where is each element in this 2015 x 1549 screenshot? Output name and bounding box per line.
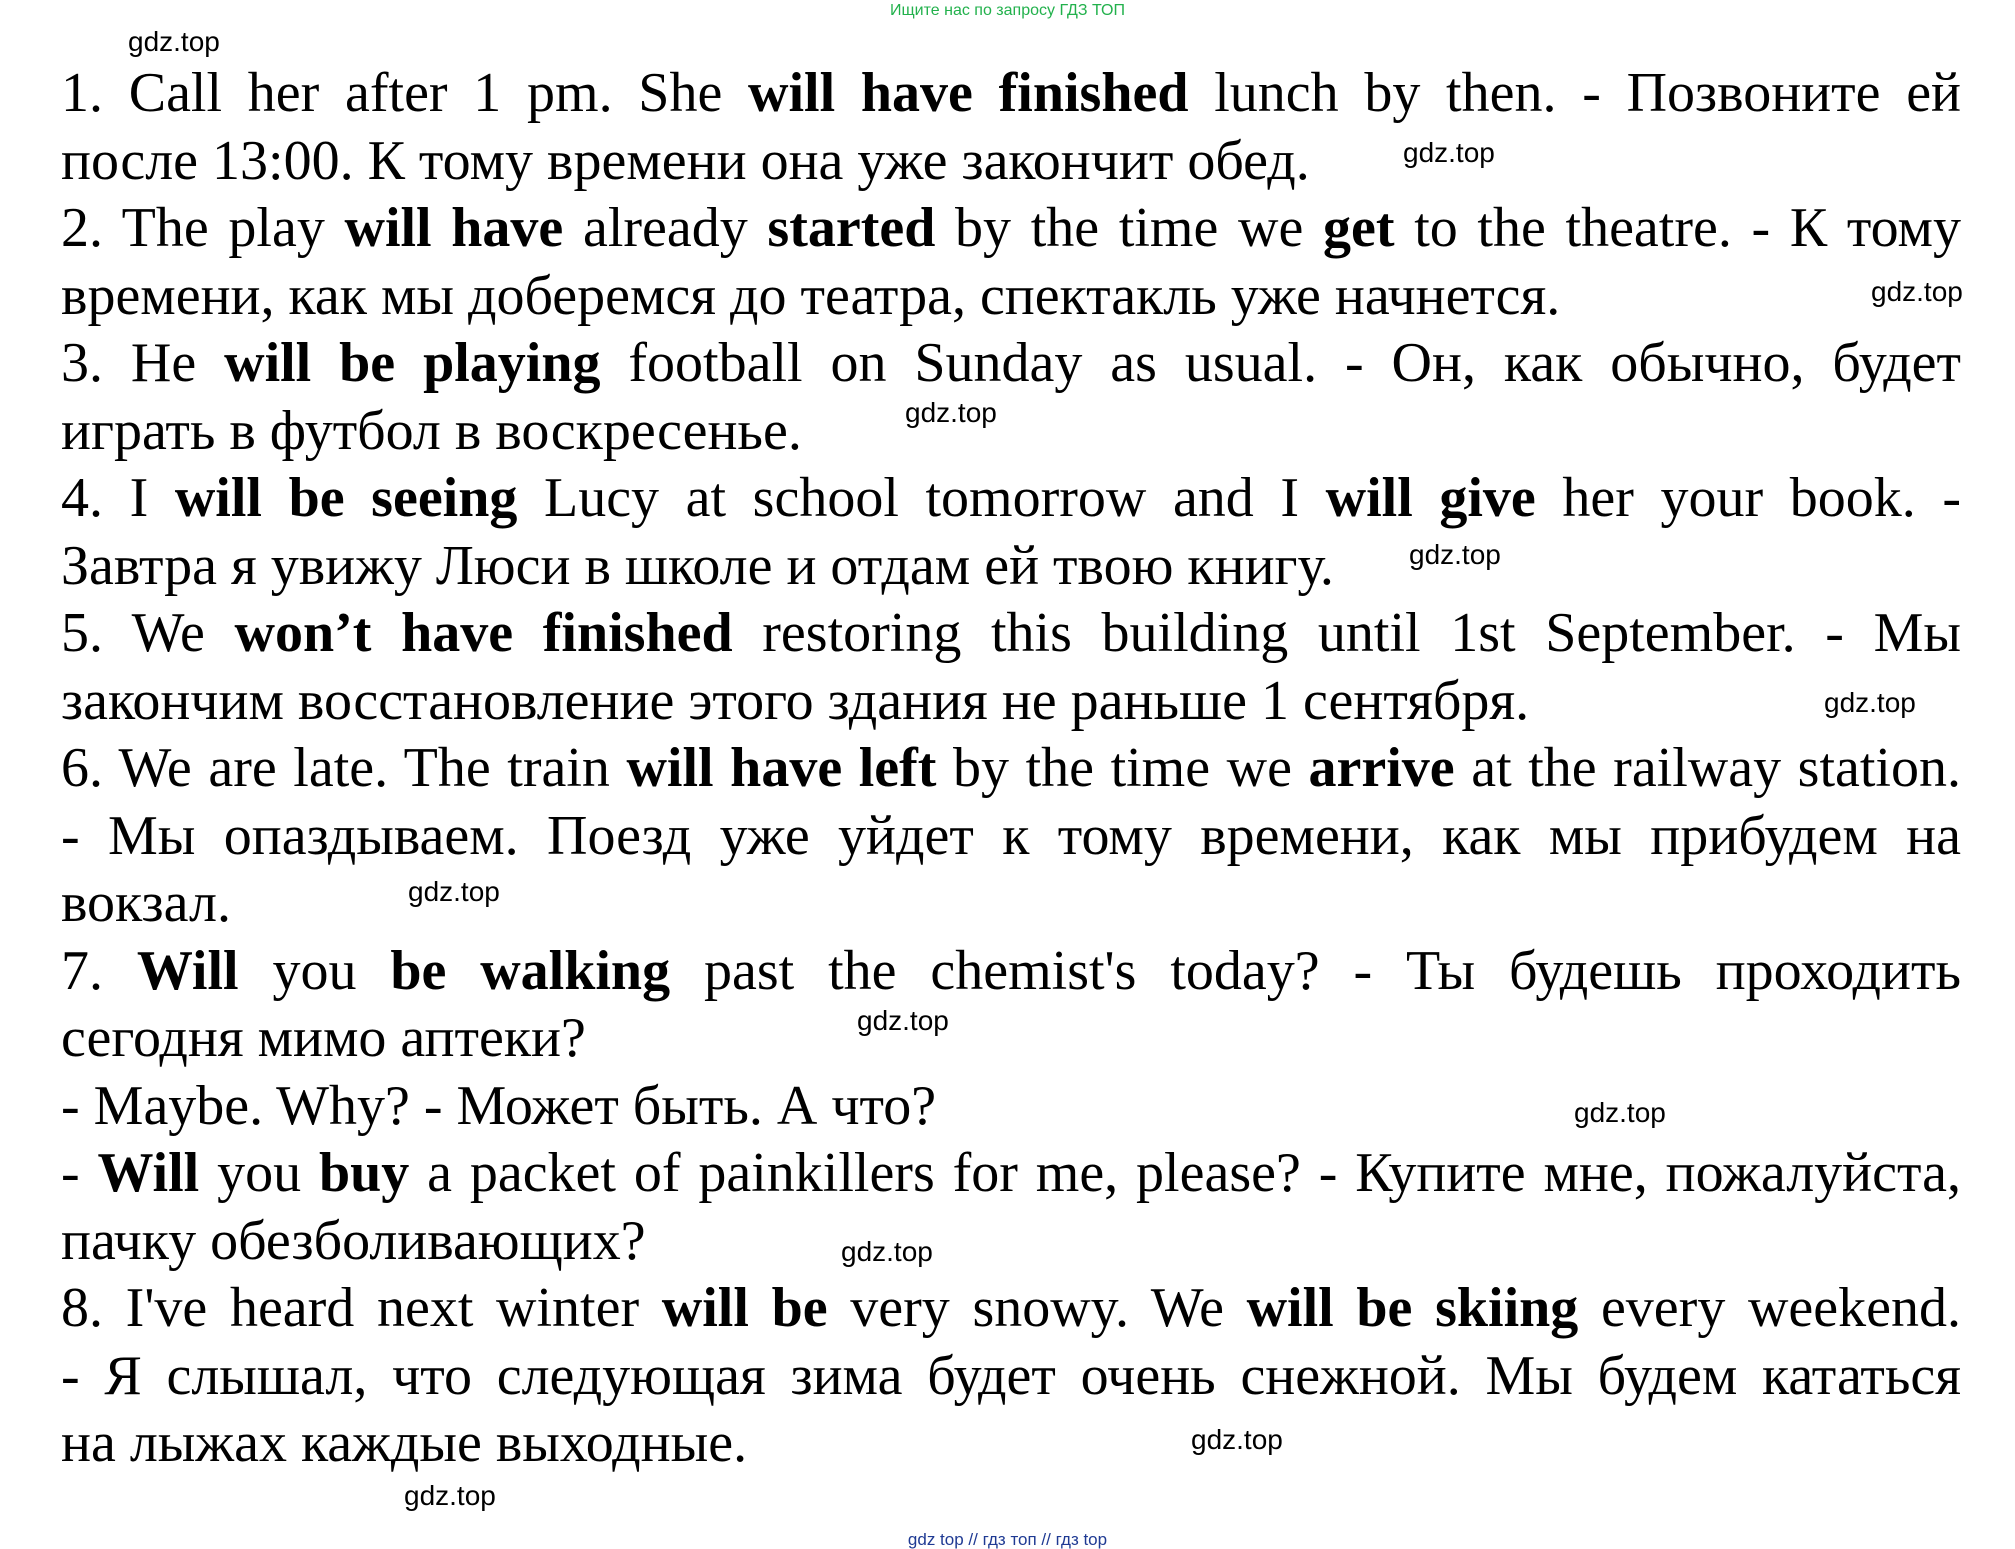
text-segment: every weekend. <box>1578 1277 1961 1339</box>
text-segment: - Maybe. Why? - Может быть. А что? <box>61 1074 937 1137</box>
text-segment: 8. I've heard next winter <box>61 1277 662 1339</box>
bold-verb-form: be walking <box>390 939 671 1002</box>
text-line <box>61 803 1961 871</box>
text-segment: 2. The play <box>61 197 345 259</box>
bold-verb-form: will be skiing <box>1246 1277 1579 1339</box>
text-segment: - Я слышал, что следующая зима будет очень снежной. Мы будем кататься <box>61 1344 1961 1407</box>
text-line <box>61 465 1961 533</box>
document-text <box>61 60 1961 1478</box>
bold-verb-form: Will <box>136 939 239 1002</box>
text-line <box>61 1410 1961 1478</box>
watermark: gdz.top <box>1403 137 1495 168</box>
watermark: gdz.top <box>1409 539 1501 570</box>
text-line <box>61 263 1961 331</box>
text-segment: Завтра я увижу Люси в школе и отдам ей твою книгу. <box>61 534 1334 597</box>
bold-verb-form: will give <box>1325 467 1536 529</box>
watermark: gdz.top <box>841 1236 933 1267</box>
text-segment: 6. We are late. The train <box>61 737 627 799</box>
text-line <box>61 398 1961 466</box>
text-segment: lunch by then. - Позвоните ей <box>1188 62 1961 124</box>
text-segment: закончим восстановление этого здания не раньше 1 сентября. <box>61 669 1530 732</box>
text-segment: - <box>61 1142 98 1204</box>
watermark: gdz.top <box>857 1005 949 1036</box>
bold-verb-form: buy <box>318 1142 410 1204</box>
watermark: gdz.top <box>1191 1424 1283 1455</box>
text-segment: на лыжах каждые выходные. <box>61 1412 748 1474</box>
bold-verb-form: will have left <box>626 737 937 799</box>
text-segment: her your book. - <box>1535 467 1961 529</box>
bold-verb-form: will have finished <box>748 62 1189 124</box>
text-segment: very snowy. We <box>827 1277 1247 1339</box>
text-segment: времени, как мы доберемся до театра, спектакль уже начнется. <box>61 264 1561 327</box>
text-segment: already <box>563 197 768 259</box>
text-line <box>61 1208 1961 1276</box>
text-line <box>61 195 1961 263</box>
watermark: gdz.top <box>1824 687 1916 718</box>
text-segment: 5. We <box>61 602 235 664</box>
text-line <box>61 600 1961 668</box>
bold-verb-form: get <box>1323 197 1395 259</box>
text-segment: вокзал. <box>61 872 231 934</box>
text-line <box>61 1005 1961 1073</box>
text-segment: at the railway station. <box>1454 737 1961 799</box>
text-segment: играть в футбол в воскресенье. <box>61 399 802 462</box>
text-segment: past the chemist's today? - Ты будешь проходить <box>670 939 1961 1002</box>
text-line <box>61 1140 1961 1208</box>
watermark: gdz.top <box>1574 1097 1666 1128</box>
text-line <box>61 60 1961 128</box>
bold-verb-form: will have <box>344 197 564 259</box>
text-segment: 4. I <box>61 467 175 529</box>
watermark: gdz.top <box>1871 276 1963 307</box>
text-line <box>61 1275 1961 1343</box>
bold-verb-form: arrive <box>1308 737 1455 799</box>
watermark: gdz.top <box>408 876 500 907</box>
text-segment: - Мы опаздываем. Поезд уже уйдет к тому времени, как мы прибудем на <box>61 804 1961 867</box>
text-segment: 7. <box>61 939 137 1002</box>
watermark: gdz.top <box>128 26 220 57</box>
footer-banner[interactable]: gdz top // гдз топ // гдз top <box>907 1530 1108 1549</box>
text-segment: restoring this building until 1st September. - Мы <box>732 602 1961 664</box>
text-segment: football on Sunday as usual. - Он, как обычно, будет <box>600 332 1961 394</box>
text-line <box>61 938 1961 1006</box>
watermark: gdz.top <box>404 1480 496 1511</box>
text-line <box>61 735 1961 803</box>
text-segment: to the theatre. - К тому <box>1394 197 1961 259</box>
text-segment: you <box>199 1142 319 1204</box>
text-line <box>61 533 1961 601</box>
text-line <box>61 870 1961 938</box>
text-line <box>61 1343 1961 1411</box>
text-segment: сегодня мимо аптеки? <box>61 1007 586 1069</box>
text-segment: 1. Call her after 1 pm. She <box>61 62 749 124</box>
text-segment: Lucy at school tomorrow and I <box>517 467 1326 529</box>
bold-verb-form: won’t have finished <box>234 602 733 664</box>
text-segment: после 13:00. К тому времени она уже закончит обед. <box>61 129 1310 192</box>
text-line <box>61 128 1961 196</box>
bold-verb-form: will be playing <box>224 332 601 394</box>
text-segment: by the time we <box>935 197 1323 259</box>
text-line <box>61 1073 1961 1141</box>
header-banner[interactable]: Ищите нас по запросу ГДЗ ТОП <box>890 2 1125 19</box>
bold-verb-form: will be <box>661 1277 828 1339</box>
bold-verb-form: will be seeing <box>174 467 518 529</box>
text-line <box>61 330 1961 398</box>
text-line <box>61 668 1961 736</box>
text-segment: 3. He <box>61 332 225 394</box>
text-segment: пачку обезболивающих? <box>61 1209 646 1272</box>
text-segment: you <box>238 939 391 1002</box>
bold-verb-form: Will <box>97 1142 200 1204</box>
text-segment: a packet of painkillers for me, please? - Купите мне, пожалуйста, <box>409 1142 1961 1204</box>
bold-verb-form: started <box>767 197 936 259</box>
text-segment: by the time we <box>936 737 1309 799</box>
watermark: gdz.top <box>905 397 997 428</box>
